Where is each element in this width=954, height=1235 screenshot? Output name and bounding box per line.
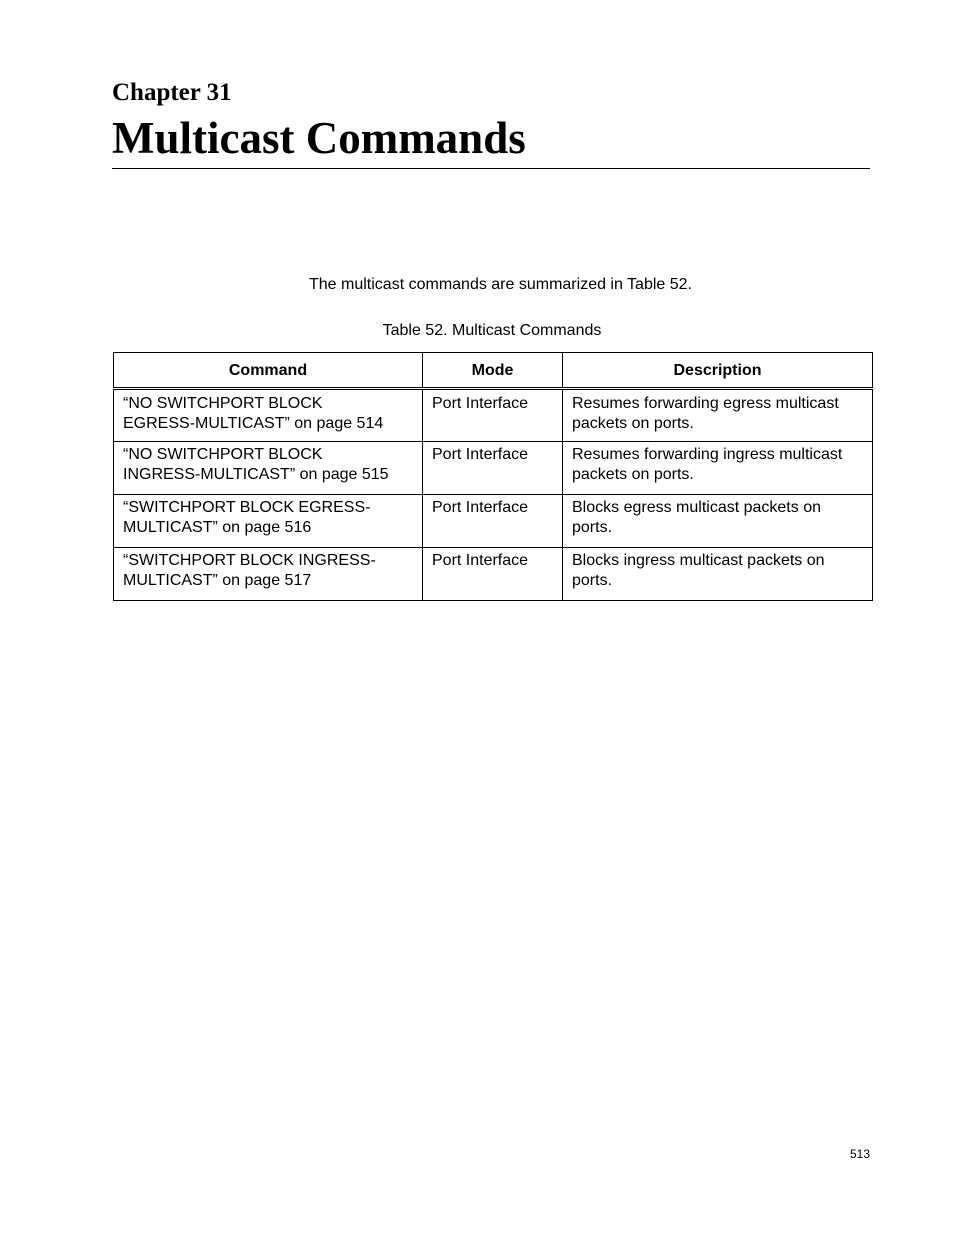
command-line: “SWITCHPORT BLOCK EGRESS- xyxy=(123,499,371,516)
table-row xyxy=(114,389,873,442)
description-cell xyxy=(563,442,873,495)
command-line: “SWITCHPORT BLOCK INGRESS- xyxy=(123,552,376,569)
description-cell xyxy=(563,548,873,601)
chapter-label: Chapter 31 xyxy=(112,79,232,106)
description-line: Resumes forwarding ingress multicast xyxy=(572,446,843,463)
header-command: Command xyxy=(114,353,423,389)
mode-cell: Port Interface xyxy=(423,442,563,495)
description-line: Blocks ingress multicast packets on xyxy=(572,552,825,569)
command-cell xyxy=(114,389,423,442)
command-line: “NO SWITCHPORT BLOCK xyxy=(123,446,323,463)
intro-paragraph: The multicast commands are summarized in Table 52. xyxy=(309,276,692,293)
command-line: INGRESS-MULTICAST” on page 515 xyxy=(123,466,389,483)
multicast-commands-table xyxy=(113,352,873,601)
header-mode: Mode xyxy=(423,353,563,389)
title-rule xyxy=(112,168,870,169)
description-line: packets on ports. xyxy=(572,466,694,483)
description-line: ports. xyxy=(572,572,613,589)
description-line: Resumes forwarding egress multicast xyxy=(572,395,839,412)
command-link[interactable] xyxy=(123,499,370,536)
command-line: EGRESS-MULTICAST” on page 514 xyxy=(123,415,384,432)
table-header-row xyxy=(114,353,873,389)
command-link[interactable] xyxy=(123,446,389,483)
command-cell xyxy=(114,442,423,495)
command-cell xyxy=(114,548,423,601)
command-line: “NO SWITCHPORT BLOCK xyxy=(123,395,323,412)
description-cell xyxy=(563,495,873,548)
mode-cell: Port Interface xyxy=(423,389,563,442)
command-line: MULTICAST” on page 516 xyxy=(123,519,312,536)
mode-cell: Port Interface xyxy=(423,495,563,548)
mode-cell: Port Interface xyxy=(423,548,563,601)
command-link[interactable] xyxy=(123,395,383,432)
command-cell xyxy=(114,495,423,548)
description-line: packets on ports. xyxy=(572,415,694,432)
description-line: Blocks egress multicast packets on xyxy=(572,499,821,516)
page-number: 513 xyxy=(849,1147,870,1161)
description-cell xyxy=(563,389,873,442)
table-caption: Table 52. Multicast Commands xyxy=(382,322,602,339)
table-row xyxy=(114,495,873,548)
table-row xyxy=(114,442,873,495)
command-line: MULTICAST” on page 517 xyxy=(123,572,312,589)
command-link[interactable] xyxy=(123,552,376,589)
table-row xyxy=(114,548,873,601)
chapter-title: Multicast Commands xyxy=(112,113,526,163)
header-description: Description xyxy=(563,353,873,389)
description-line: ports. xyxy=(572,519,613,536)
